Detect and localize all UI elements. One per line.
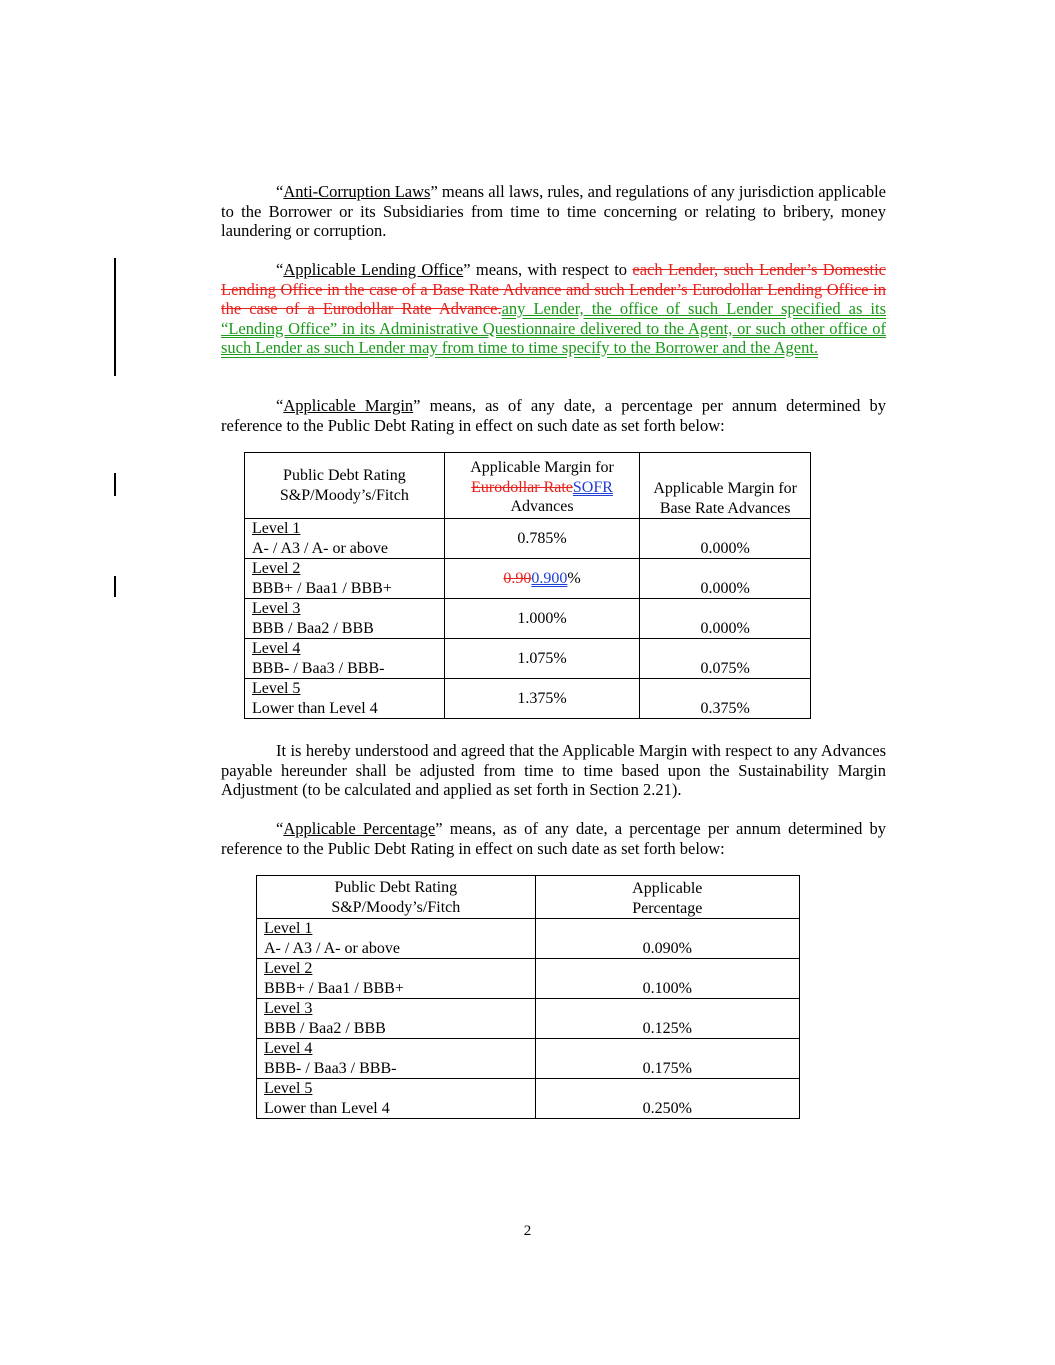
change-bar bbox=[114, 258, 116, 376]
rating-cell: Level 3 BBB / Baa2 / BBB bbox=[245, 599, 445, 639]
change-bar bbox=[114, 576, 116, 597]
margin-cell: 0.785% bbox=[444, 519, 640, 559]
header-margin-base-rate: Applicable Margin for Base Rate Advances bbox=[640, 453, 811, 519]
header-applicable-percentage: Applicable Percentage bbox=[535, 876, 799, 919]
quote-open: “ bbox=[276, 182, 284, 201]
change-bar bbox=[114, 473, 116, 496]
inserted-text: any Lender, the office of such Lender specified as its “Lending Office” in its Administrative Questionnaire delivered to the Agent, or such other office of such Lender as such Lender may from time to time specify to the Borrower and the Agent. bbox=[221, 299, 887, 358]
percentage-cell: 0.250% bbox=[535, 1079, 799, 1119]
rating-cell: Level 1 A- / A3 / A- or above bbox=[245, 519, 445, 559]
table-row bbox=[257, 1039, 800, 1079]
header-public-debt-rating: Public Debt Rating S&P/Moody’s/Fitch bbox=[245, 453, 445, 519]
margin-cell: 0.900.900% bbox=[444, 559, 640, 599]
rating-cell: Level 3 BBB / Baa2 / BBB bbox=[257, 999, 536, 1039]
rating-cell: Level 1 A- / A3 / A- or above bbox=[257, 919, 536, 959]
base-rate-cell: 0.375% bbox=[640, 679, 811, 719]
table-row bbox=[245, 679, 811, 719]
table-row bbox=[245, 519, 811, 559]
table-row bbox=[257, 959, 800, 999]
rating-cell: Level 4 BBB- / Baa3 / BBB- bbox=[245, 639, 445, 679]
margin-cell: 1.075% bbox=[444, 639, 640, 679]
defined-term: Applicable Percentage bbox=[283, 819, 436, 838]
defined-term: Applicable Lending Office bbox=[283, 260, 464, 279]
rating-cell: Level 5 Lower than Level 4 bbox=[257, 1079, 536, 1119]
applicable-percentage-definition bbox=[221, 819, 886, 858]
page-number: 2 bbox=[523, 1223, 532, 1239]
definition-text: ” means, as of any date, a percentage per annum determined by reference to the Public Debt Rating in effect on such date as set forth below: bbox=[221, 819, 886, 858]
table-row bbox=[245, 599, 811, 639]
percentage-cell: 0.125% bbox=[535, 999, 799, 1039]
applicable-margin-definition bbox=[221, 396, 886, 435]
base-rate-cell: 0.000% bbox=[640, 519, 811, 559]
quote-open: “ bbox=[276, 260, 284, 279]
rating-cell: Level 2 BBB+ / Baa1 / BBB+ bbox=[257, 959, 536, 999]
table-header-row bbox=[245, 453, 811, 519]
base-rate-cell: 0.075% bbox=[640, 639, 811, 679]
applicable-margin-table bbox=[244, 452, 811, 719]
applicable-lending-office-definition bbox=[221, 260, 886, 358]
deleted-text: each Lender, such Lender’s Domestic Lending Office in the case of a Base Rate Advance and such Lender’s Eurodollar Lending Office in the case of a Eurodollar Rate Advance. bbox=[221, 260, 886, 319]
table-row bbox=[245, 559, 811, 599]
base-rate-cell: 0.000% bbox=[640, 559, 811, 599]
applicable-percentage-table bbox=[256, 875, 800, 1119]
table-row bbox=[257, 1079, 800, 1119]
rating-cell: Level 4 BBB- / Baa3 / BBB- bbox=[257, 1039, 536, 1079]
anti-corruption-laws-definition bbox=[221, 182, 886, 241]
table-header-row bbox=[257, 876, 800, 919]
definition-text: ” means, as of any date, a percentage per annum determined by reference to the Public Debt Rating in effect on such date as set forth below: bbox=[221, 396, 887, 435]
quote-open: “ bbox=[276, 396, 284, 415]
table-row bbox=[257, 919, 800, 959]
percentage-cell: 0.090% bbox=[535, 919, 799, 959]
sustainability-adjustment-paragraph: It is hereby understood and agreed that the Applicable Margin with respect to any Advances payable hereunder shall be adjusted from time to time based upon the Sustainability Margin Adjustment (to be calculated and applied as set forth in Section 2.21). bbox=[221, 741, 886, 800]
base-rate-cell: 0.000% bbox=[640, 599, 811, 639]
defined-term: Applicable Margin bbox=[283, 396, 414, 415]
header-public-debt-rating: Public Debt Rating S&P/Moody’s/Fitch bbox=[257, 876, 536, 919]
header-margin-sofr: Applicable Margin for Eurodollar RateSOFR Advances bbox=[444, 453, 640, 519]
margin-cell: 1.375% bbox=[444, 679, 640, 719]
defined-term: Anti-Corruption Laws bbox=[283, 182, 431, 201]
rating-cell: Level 5 Lower than Level 4 bbox=[245, 679, 445, 719]
rating-cell: Level 2 BBB+ / Baa1 / BBB+ bbox=[245, 559, 445, 599]
quote-open: “ bbox=[276, 819, 284, 838]
percentage-cell: 0.100% bbox=[535, 959, 799, 999]
percentage-cell: 0.175% bbox=[535, 1039, 799, 1079]
definition-text: ” means, with respect to bbox=[463, 260, 633, 279]
table-row bbox=[245, 639, 811, 679]
definition-text: ” means all laws, rules, and regulations of any jurisdiction applicable to the Borrower or its Subsidiaries from time to time concerning or relating to bribery, money laundering or corruption. bbox=[221, 182, 887, 241]
table-row bbox=[257, 999, 800, 1039]
margin-cell: 1.000% bbox=[444, 599, 640, 639]
